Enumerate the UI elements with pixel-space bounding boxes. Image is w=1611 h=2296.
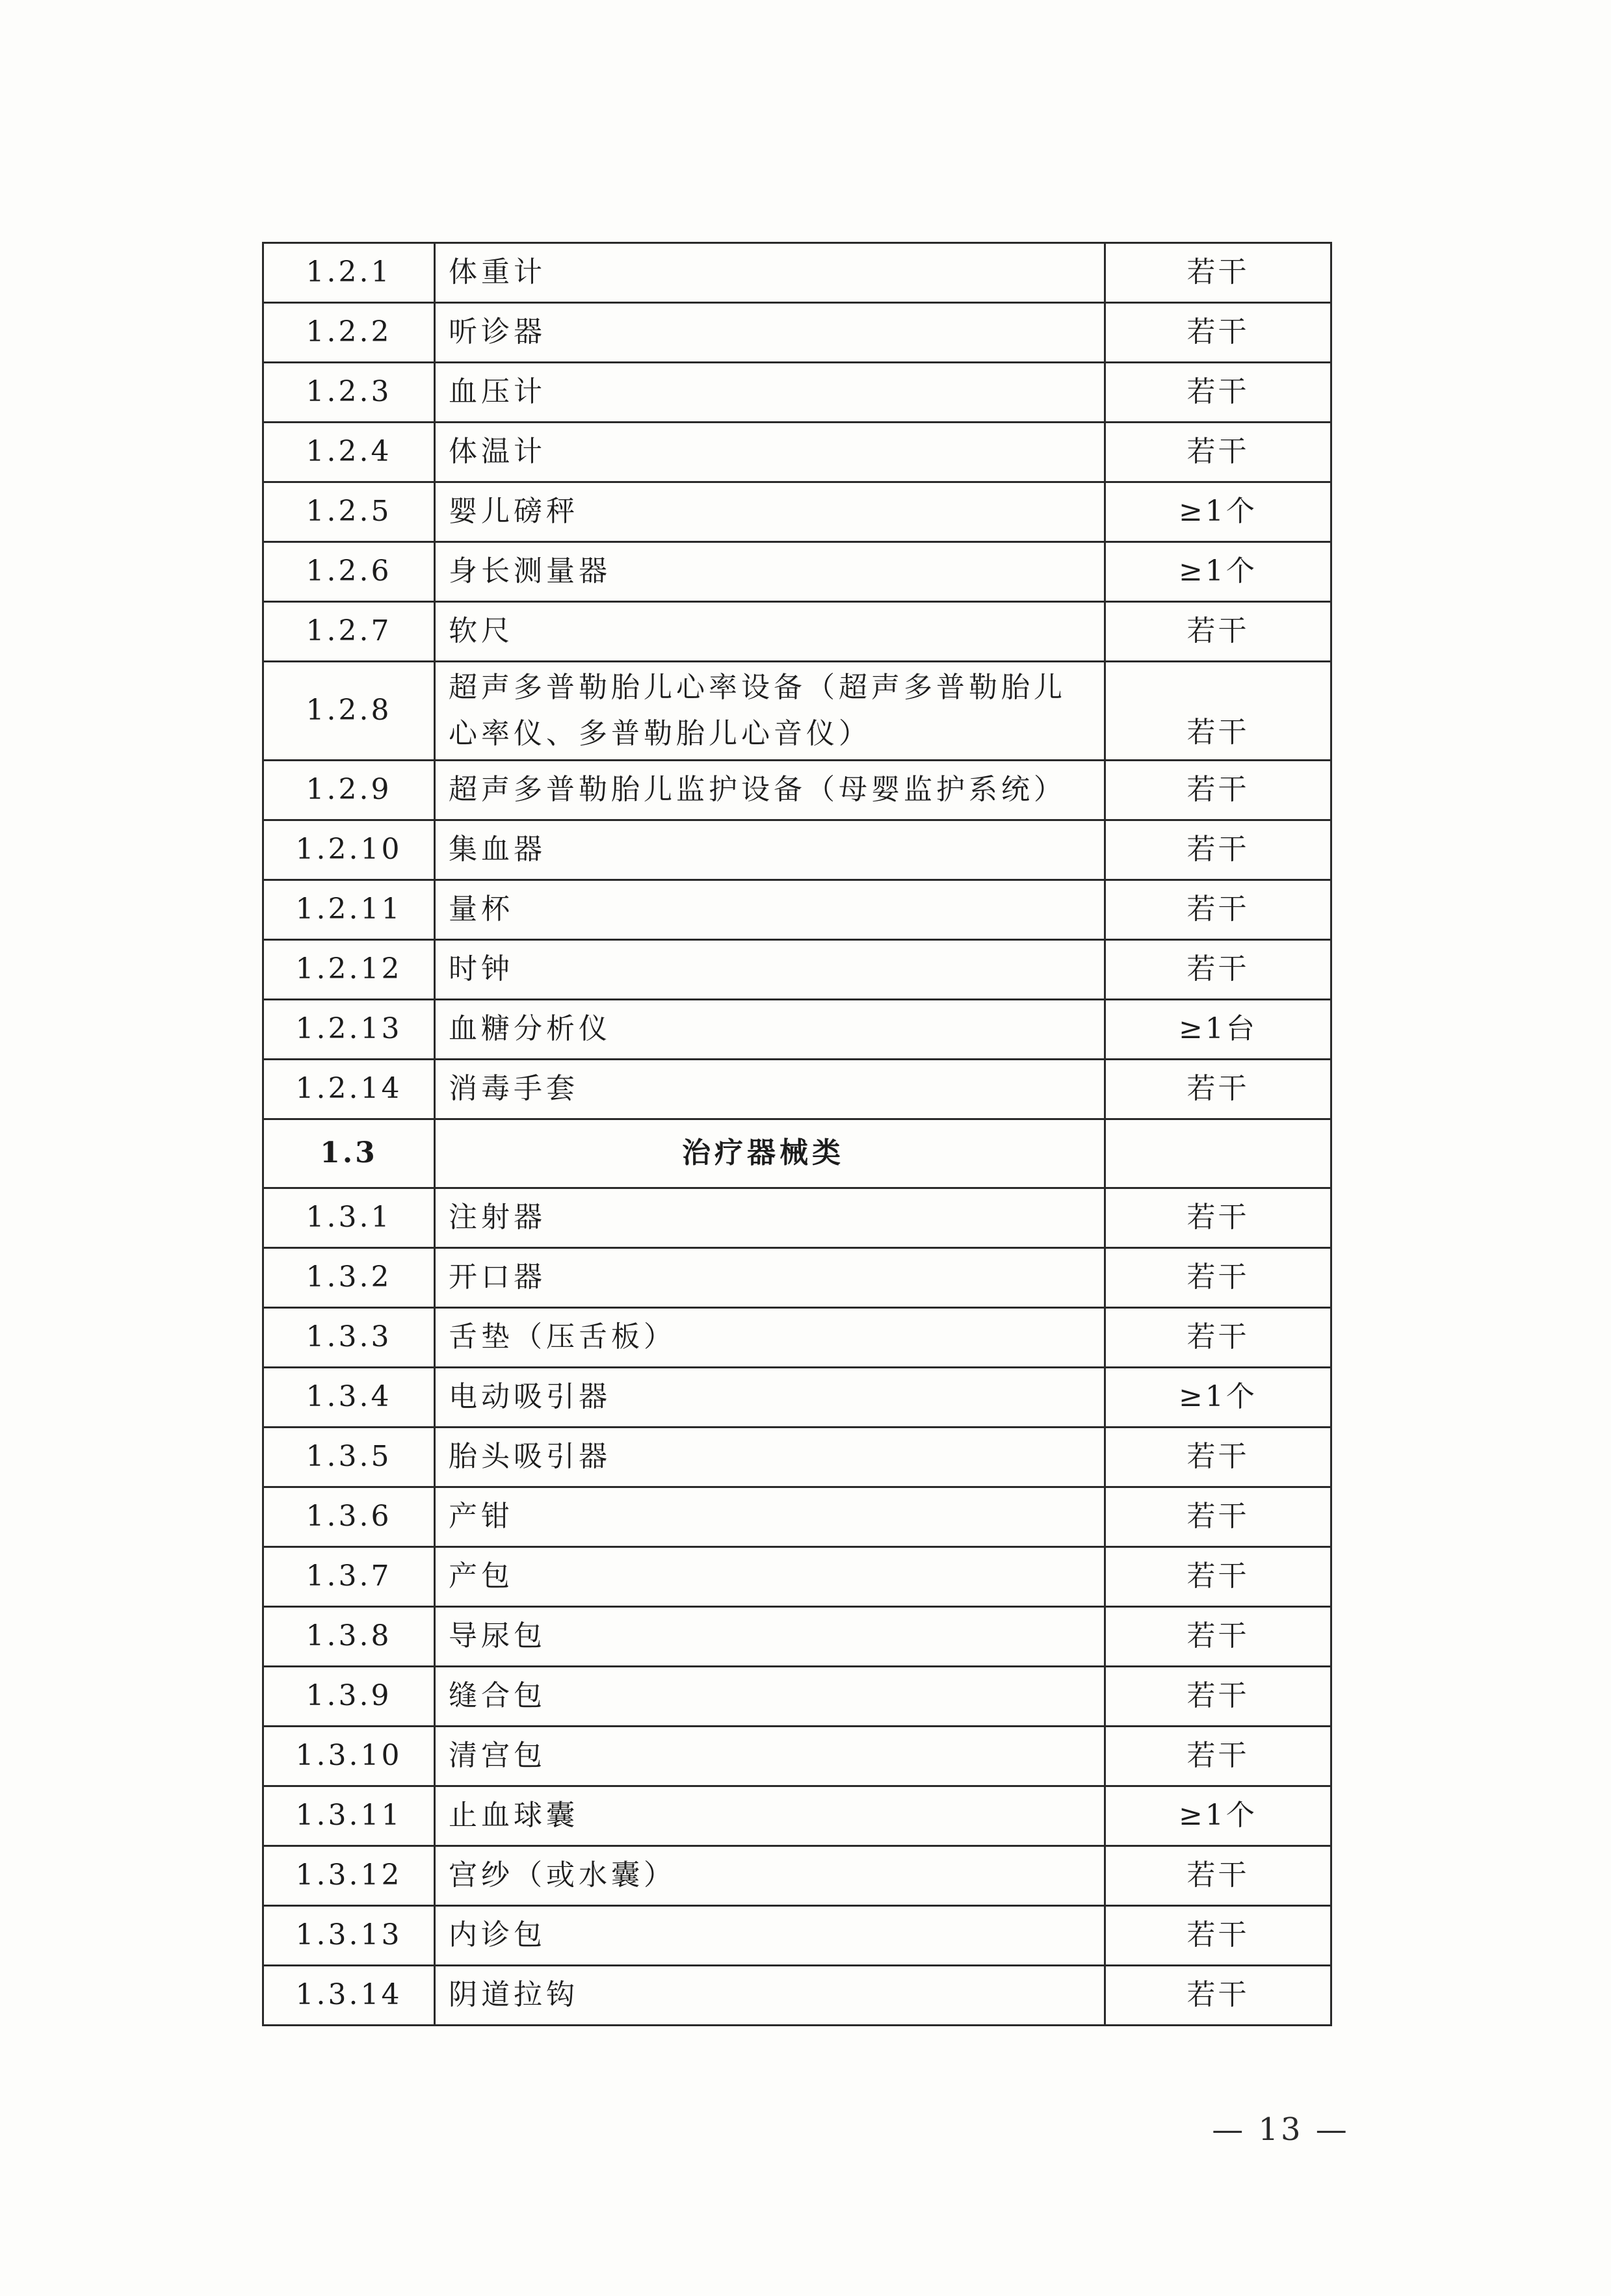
item-quantity: 若干 <box>1105 1966 1331 2026</box>
item-number: 1.2.9 <box>263 761 435 820</box>
table-row <box>263 1428 1331 1487</box>
item-name: 消毒手套 <box>435 1060 1105 1119</box>
page-number: — 13 — <box>1212 2111 1350 2148</box>
item-number: 1.2.13 <box>263 1000 435 1060</box>
table-row <box>263 662 1331 761</box>
item-number: 1.2.3 <box>263 363 435 423</box>
item-number: 1.3.1 <box>263 1188 435 1248</box>
item-number: 1.3.9 <box>263 1667 435 1727</box>
item-quantity: ≥1台 <box>1105 1000 1331 1060</box>
item-name: 产钳 <box>435 1487 1105 1547</box>
item-name: 产包 <box>435 1547 1105 1607</box>
item-name: 开口器 <box>435 1248 1105 1308</box>
item-name: 内诊包 <box>435 1906 1105 1966</box>
table-row <box>263 1248 1331 1308</box>
item-name: 血糖分析仪 <box>435 1000 1105 1060</box>
item-quantity: ≥1个 <box>1105 1786 1331 1846</box>
table-row <box>263 1000 1331 1060</box>
item-quantity: 若干 <box>1105 1906 1331 1966</box>
item-name: 集血器 <box>435 820 1105 880</box>
item-quantity: 若干 <box>1105 423 1331 482</box>
equipment-table <box>262 242 1332 2026</box>
item-name: 导尿包 <box>435 1607 1105 1667</box>
item-number: 1.2.8 <box>263 662 435 761</box>
item-name: 量杯 <box>435 880 1105 940</box>
table-row <box>263 243 1331 303</box>
table-row <box>263 1786 1331 1846</box>
item-number: 1.2.1 <box>263 243 435 303</box>
item-number: 1.2.4 <box>263 423 435 482</box>
item-number: 1.3.4 <box>263 1368 435 1428</box>
item-name: 超声多普勒胎儿心率设备（超声多普勒胎儿心率仪、多普勒胎儿心音仪） <box>435 662 1105 761</box>
item-name: 体温计 <box>435 423 1105 482</box>
item-number: 1.3.11 <box>263 1786 435 1846</box>
item-number: 1.2.10 <box>263 820 435 880</box>
item-name: 软尺 <box>435 602 1105 662</box>
item-name: 胎头吸引器 <box>435 1428 1105 1487</box>
table-row <box>263 1188 1331 1248</box>
item-number: 1.3.2 <box>263 1248 435 1308</box>
item-number: 1.3.13 <box>263 1906 435 1966</box>
table-row <box>263 1487 1331 1547</box>
item-quantity: ≥1个 <box>1105 542 1331 602</box>
table-row <box>263 1547 1331 1607</box>
item-quantity: 若干 <box>1105 1667 1331 1727</box>
item-name: 听诊器 <box>435 303 1105 363</box>
item-name: 缝合包 <box>435 1667 1105 1727</box>
item-number: 1.3.5 <box>263 1428 435 1487</box>
item-name: 时钟 <box>435 940 1105 1000</box>
item-number: 1.3.10 <box>263 1727 435 1786</box>
table-row <box>263 1727 1331 1786</box>
table-row <box>263 1966 1331 2026</box>
item-quantity: 若干 <box>1105 1308 1331 1368</box>
item-quantity: 若干 <box>1105 662 1331 761</box>
item-quantity: 若干 <box>1105 363 1331 423</box>
item-name: 身长测量器 <box>435 542 1105 602</box>
table-row <box>263 542 1331 602</box>
table-row <box>263 1308 1331 1368</box>
section-number: 1.3 <box>263 1119 435 1188</box>
item-name: 宫纱（或水囊） <box>435 1846 1105 1906</box>
table-row <box>263 1667 1331 1727</box>
item-quantity: 若干 <box>1105 1487 1331 1547</box>
item-quantity: 若干 <box>1105 1846 1331 1906</box>
item-name: 体重计 <box>435 243 1105 303</box>
item-quantity: 若干 <box>1105 761 1331 820</box>
item-number: 1.2.11 <box>263 880 435 940</box>
item-name: 血压计 <box>435 363 1105 423</box>
item-number: 1.2.2 <box>263 303 435 363</box>
table-row <box>263 1368 1331 1428</box>
item-number: 1.2.12 <box>263 940 435 1000</box>
table-row <box>263 363 1331 423</box>
item-number: 1.3.12 <box>263 1846 435 1906</box>
section-quantity <box>1105 1119 1331 1188</box>
item-quantity: 若干 <box>1105 1547 1331 1607</box>
table-row <box>263 761 1331 820</box>
item-quantity: ≥1个 <box>1105 1368 1331 1428</box>
item-number: 1.2.5 <box>263 482 435 542</box>
item-number: 1.2.7 <box>263 602 435 662</box>
item-number: 1.2.6 <box>263 542 435 602</box>
item-quantity: 若干 <box>1105 1428 1331 1487</box>
item-name: 婴儿磅秤 <box>435 482 1105 542</box>
table-row <box>263 482 1331 542</box>
item-number: 1.3.7 <box>263 1547 435 1607</box>
item-number: 1.3.3 <box>263 1308 435 1368</box>
item-quantity: 若干 <box>1105 1607 1331 1667</box>
table-row <box>263 423 1331 482</box>
item-quantity: 若干 <box>1105 940 1331 1000</box>
item-number: 1.2.14 <box>263 1060 435 1119</box>
item-name: 止血球囊 <box>435 1786 1105 1846</box>
item-number: 1.3.6 <box>263 1487 435 1547</box>
item-number: 1.3.8 <box>263 1607 435 1667</box>
table-row <box>263 1607 1331 1667</box>
item-quantity: ≥1个 <box>1105 482 1331 542</box>
item-quantity: 若干 <box>1105 1188 1331 1248</box>
table-row <box>263 880 1331 940</box>
item-quantity: 若干 <box>1105 303 1331 363</box>
item-quantity: 若干 <box>1105 880 1331 940</box>
item-name: 注射器 <box>435 1188 1105 1248</box>
table-row <box>263 303 1331 363</box>
section-title: 治疗器械类 <box>435 1119 1105 1188</box>
item-name: 超声多普勒胎儿监护设备（母婴监护系统） <box>435 761 1105 820</box>
item-quantity: 若干 <box>1105 602 1331 662</box>
item-quantity: 若干 <box>1105 243 1331 303</box>
table-row <box>263 940 1331 1000</box>
table-row <box>263 602 1331 662</box>
item-number: 1.3.14 <box>263 1966 435 2026</box>
table-row <box>263 1846 1331 1906</box>
item-name: 清宫包 <box>435 1727 1105 1786</box>
table-row <box>263 820 1331 880</box>
item-quantity: 若干 <box>1105 820 1331 880</box>
item-name: 电动吸引器 <box>435 1368 1105 1428</box>
item-name: 舌垫（压舌板） <box>435 1308 1105 1368</box>
table-row <box>263 1906 1331 1966</box>
item-quantity: 若干 <box>1105 1248 1331 1308</box>
item-name: 阴道拉钩 <box>435 1966 1105 2026</box>
table-row <box>263 1060 1331 1119</box>
section-header-row <box>263 1119 1331 1188</box>
item-quantity: 若干 <box>1105 1060 1331 1119</box>
item-quantity: 若干 <box>1105 1727 1331 1786</box>
